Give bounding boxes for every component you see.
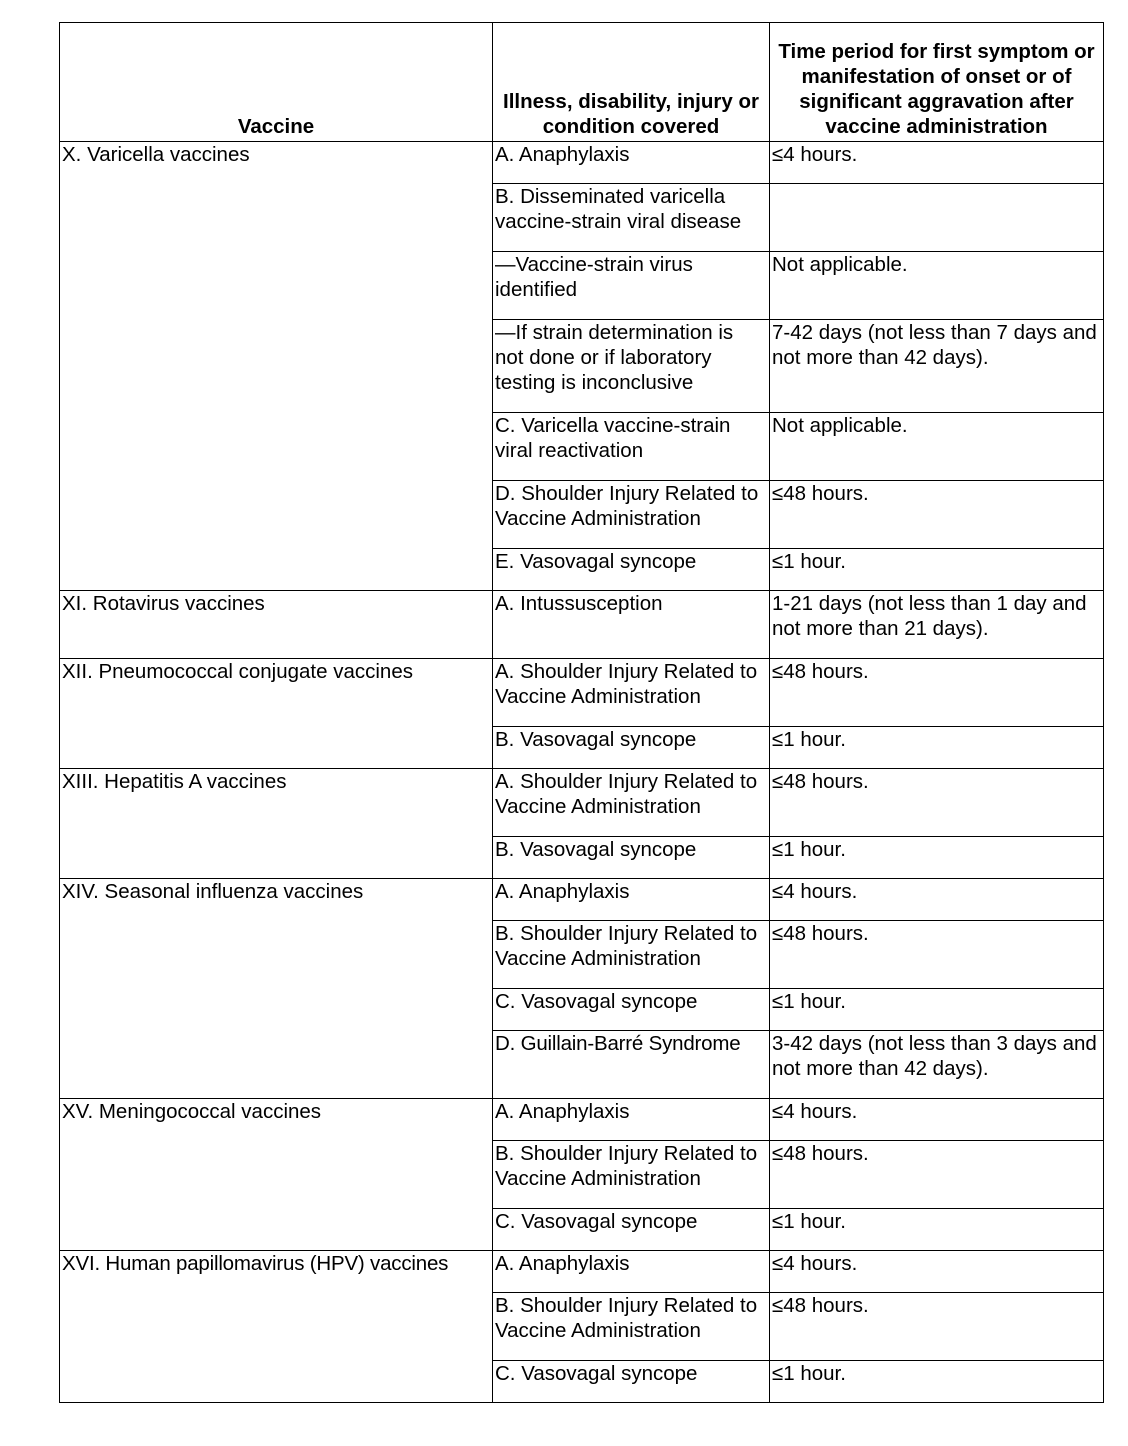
time-cell: Not applicable. xyxy=(770,413,1104,481)
condition-cell: B. Shoulder Injury Related to Vaccine Administration xyxy=(493,1141,770,1209)
vaccine-cell: XIV. Seasonal influenza vaccines xyxy=(60,879,493,1099)
table-row xyxy=(60,591,1104,659)
time-cell: ≤1 hour. xyxy=(770,727,1104,769)
condition-cell: B. Disseminated varicella vaccine-strain viral disease xyxy=(493,184,770,252)
time-cell: ≤48 hours. xyxy=(770,921,1104,989)
time-cell: 7-42 days (not less than 7 days and not more than 42 days). xyxy=(770,320,1104,413)
time-cell: ≤4 hours. xyxy=(770,1251,1104,1293)
vaccine-cell: XI. Rotavirus vaccines xyxy=(60,591,493,659)
time-cell: 3-42 days (not less than 3 days and not more than 42 days). xyxy=(770,1031,1104,1099)
table-row xyxy=(60,1099,1104,1141)
condition-cell: B. Vasovagal syncope xyxy=(493,837,770,879)
condition-cell: D. Guillain-Barré Syndrome xyxy=(493,1031,770,1099)
condition-cell: A. Anaphylaxis xyxy=(493,879,770,921)
time-cell: ≤1 hour. xyxy=(770,837,1104,879)
time-cell: ≤4 hours. xyxy=(770,1099,1104,1141)
time-cell: ≤48 hours. xyxy=(770,769,1104,837)
condition-cell: A. Anaphylaxis xyxy=(493,142,770,184)
time-cell: ≤4 hours. xyxy=(770,879,1104,921)
vaccine-cell: XII. Pneumococcal conjugate vaccines xyxy=(60,659,493,769)
condition-cell: E. Vasovagal syncope xyxy=(493,549,770,591)
condition-cell: A. Intussusception xyxy=(493,591,770,659)
time-cell: ≤48 hours. xyxy=(770,659,1104,727)
time-cell: Not applicable. xyxy=(770,252,1104,320)
table-row xyxy=(60,769,1104,837)
time-cell: ≤48 hours. xyxy=(770,481,1104,549)
time-cell: ≤1 hour. xyxy=(770,989,1104,1031)
vaccine-cell: XV. Meningococcal vaccines xyxy=(60,1099,493,1251)
vaccine-injury-table xyxy=(59,22,1104,1403)
condition-cell: C. Vasovagal syncope xyxy=(493,989,770,1031)
condition-cell: B. Shoulder Injury Related to Vaccine Administration xyxy=(493,921,770,989)
condition-cell: —If strain determination is not done or if laboratory testing is inconclusive xyxy=(493,320,770,413)
time-cell: ≤48 hours. xyxy=(770,1293,1104,1361)
vaccine-cell: X. Varicella vaccines xyxy=(60,142,493,591)
time-cell: 1-21 days (not less than 1 day and not more than 21 days). xyxy=(770,591,1104,659)
condition-cell: B. Shoulder Injury Related to Vaccine Administration xyxy=(493,1293,770,1361)
table-row xyxy=(60,142,1104,184)
header-row xyxy=(60,23,1104,142)
time-cell: ≤1 hour. xyxy=(770,1361,1104,1403)
condition-cell: D. Shoulder Injury Related to Vaccine Administration xyxy=(493,481,770,549)
condition-cell: C. Vasovagal syncope xyxy=(493,1209,770,1251)
table-row xyxy=(60,659,1104,727)
time-cell: ≤1 hour. xyxy=(770,549,1104,591)
time-cell: ≤4 hours. xyxy=(770,142,1104,184)
condition-cell: B. Vasovagal syncope xyxy=(493,727,770,769)
condition-cell: C. Vasovagal syncope xyxy=(493,1361,770,1403)
condition-cell: C. Varicella vaccine-strain viral reactivation xyxy=(493,413,770,481)
time-cell xyxy=(770,184,1104,252)
condition-cell: A. Shoulder Injury Related to Vaccine Administration xyxy=(493,769,770,837)
header-time-period: Time period for first symptom or manifestation of onset or of significant aggravation after vaccine administration xyxy=(770,23,1104,142)
table-row xyxy=(60,879,1104,921)
header-vaccine: Vaccine xyxy=(60,23,493,142)
condition-cell: —Vaccine-strain virus identified xyxy=(493,252,770,320)
table-row xyxy=(60,1251,1104,1293)
vaccine-cell: XIII. Hepatitis A vaccines xyxy=(60,769,493,879)
header-condition: Illness, disability, injury or condition covered xyxy=(493,23,770,142)
time-cell: ≤1 hour. xyxy=(770,1209,1104,1251)
condition-cell: A. Shoulder Injury Related to Vaccine Administration xyxy=(493,659,770,727)
vaccine-cell: XVI. Human papillomavirus (HPV) vaccines xyxy=(60,1251,493,1403)
condition-cell: A. Anaphylaxis xyxy=(493,1099,770,1141)
condition-cell: A. Anaphylaxis xyxy=(493,1251,770,1293)
time-cell: ≤48 hours. xyxy=(770,1141,1104,1209)
